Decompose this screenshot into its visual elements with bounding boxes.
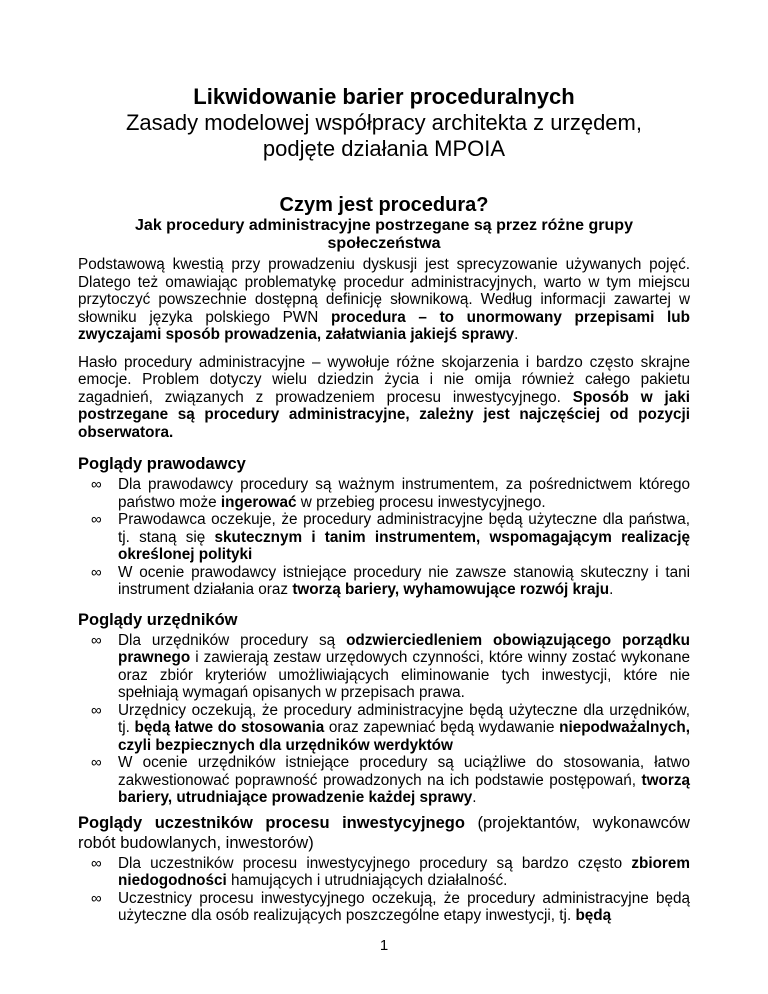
bullet-item [78, 476, 690, 511]
section-poglady-prawodawcy [78, 454, 690, 599]
bullet-item [78, 511, 690, 564]
infinity-bullet-marker: ∞ [91, 854, 102, 872]
infinity-bullet-marker: ∞ [91, 631, 102, 649]
bullet-text: Dla uczestników procesu inwestycyjnego procedury są bardzo często zbiorem niedogodności hamujących i utrudniających działalność. [118, 854, 690, 889]
section-heading-poglady-uczestnikow: Poglądy uczestników procesu inwestycyjnego (projektantów, wykonawców robót budowlanych, inwestorów) [78, 813, 690, 852]
bullet-list-urzednicy [78, 632, 690, 807]
document-title-block [78, 84, 690, 162]
infinity-bullet-marker: ∞ [91, 563, 102, 581]
document-subtitle-line1: Zasady modelowej współpracy architekta z urzędem, [125, 110, 642, 135]
bullet-list-uczestnicy [78, 855, 690, 925]
section-heading-czym-jest-procedura: Czym jest procedura? [279, 194, 489, 216]
bullet-text: Urzędnicy oczekują, że procedury administracyjne będą użyteczne dla urzędników, tj. będą łatwe do stosowania oraz zapewniać będą wydawanie niepodważalnych, czyli bezpiecznych dla urzędników werdyktów [118, 701, 690, 754]
bullet-text: W ocenie prawodawcy istniejące procedury nie zawsze stanowią skuteczny i tani instrument działania oraz tworzą bariery, wyhamowujące rozwój kraju. [118, 563, 690, 598]
infinity-bullet-marker: ∞ [91, 511, 102, 528]
bullet-item [78, 754, 690, 807]
bullet-text: Dla urzędników procedury są odzwierciedleniem obowiązującego porządku prawnego i zawierają zestaw urzędowych czynności, które winny zostać wykonane oraz zbiór kryteriów umożliwiających eliminowanie tych inwestycji, które nie spełniają wymagań opisanych w przepisach prawa. [118, 631, 690, 701]
bullet-item [78, 855, 690, 890]
section-heading-poglady-prawodawcy: Poglądy prawodawcy [78, 455, 246, 473]
infinity-bullet-marker: ∞ [91, 754, 102, 771]
document-title: Likwidowanie barier proceduralnych [193, 84, 575, 109]
section-subheading-line2: społeczeństwa [327, 235, 441, 252]
bullet-item [78, 702, 690, 755]
section-heading-poglady-urzednikow: Poglądy urzędników [78, 610, 238, 629]
bullet-text: Uczestnicy procesu inwestycyjnego oczekują, że procedury administracyjne będą użyteczne dla osób realizujących poszczególne etapy inwestycji, tj. będą [118, 889, 690, 924]
infinity-bullet-marker: ∞ [91, 476, 102, 493]
bullet-item [78, 890, 690, 925]
bullet-list-prawodawcy [78, 476, 690, 599]
intro-paragraph-2: Hasło procedury administracyjne – wywołuje różne skojarzenia i bardzo często skrajne emocje. Problem dotyczy wielu dziedzin życia i nie omija również całego pakietu zagadnień, związanych z prowadzeniem procesu inwestycyjnego. Sposób w jaki postrzegane są procedury administracyjne, zależny jest najczęściej od pozycji obserwatora. [78, 353, 691, 441]
page-number: 1 [379, 937, 389, 954]
bullet-text: Dla prawodawcy procedury są ważnym instrumentem, za pośrednictwem którego państwo może ingerować w przebieg procesu inwestycyjnego. [118, 476, 690, 511]
intro-paragraph-1: Podstawową kwestią przy prowadzeniu dyskusji jest sprecyzowanie używanych pojęć. Dlatego też omawiając problematykę procedur administracyjnych, warto w tym miejscu przytoczyć powszechnie dostępną definicję słownikową. Według informacji zawartej w słowniku języka polskiego PWN procedura – to unormowany przepisami lub zwyczajami sposób prowadzenia, załatwiania jakiejś sprawy. [78, 256, 690, 343]
bullet-text: Prawodawca oczekuje, że procedury administracyjne będą użyteczne dla państwa, tj. staną się skutecznym i tanim instrumentem, wspomagającym realizację określonej polityki [118, 511, 690, 563]
section-subheading-line1: Jak procedury administracyjne postrzegane są przez różne grupy [135, 217, 633, 234]
infinity-bullet-marker: ∞ [91, 701, 102, 719]
section-poglady-uczestnikow [78, 813, 690, 925]
bullet-item [78, 632, 690, 702]
bullet-item [78, 564, 690, 599]
section-poglady-urzednikow [78, 610, 690, 807]
infinity-bullet-marker: ∞ [91, 889, 102, 907]
bullet-text: W ocenie urzędników istniejące procedury są uciążliwe do stosowania, łatwo zakwestionować poprawność prowadzonych na ich podstawie postępowań, tworzą bariery, utrudniające prowadzenie każdej sprawy. [118, 754, 690, 806]
document-subtitle-line2: podjęte działania MPOIA [262, 136, 506, 161]
